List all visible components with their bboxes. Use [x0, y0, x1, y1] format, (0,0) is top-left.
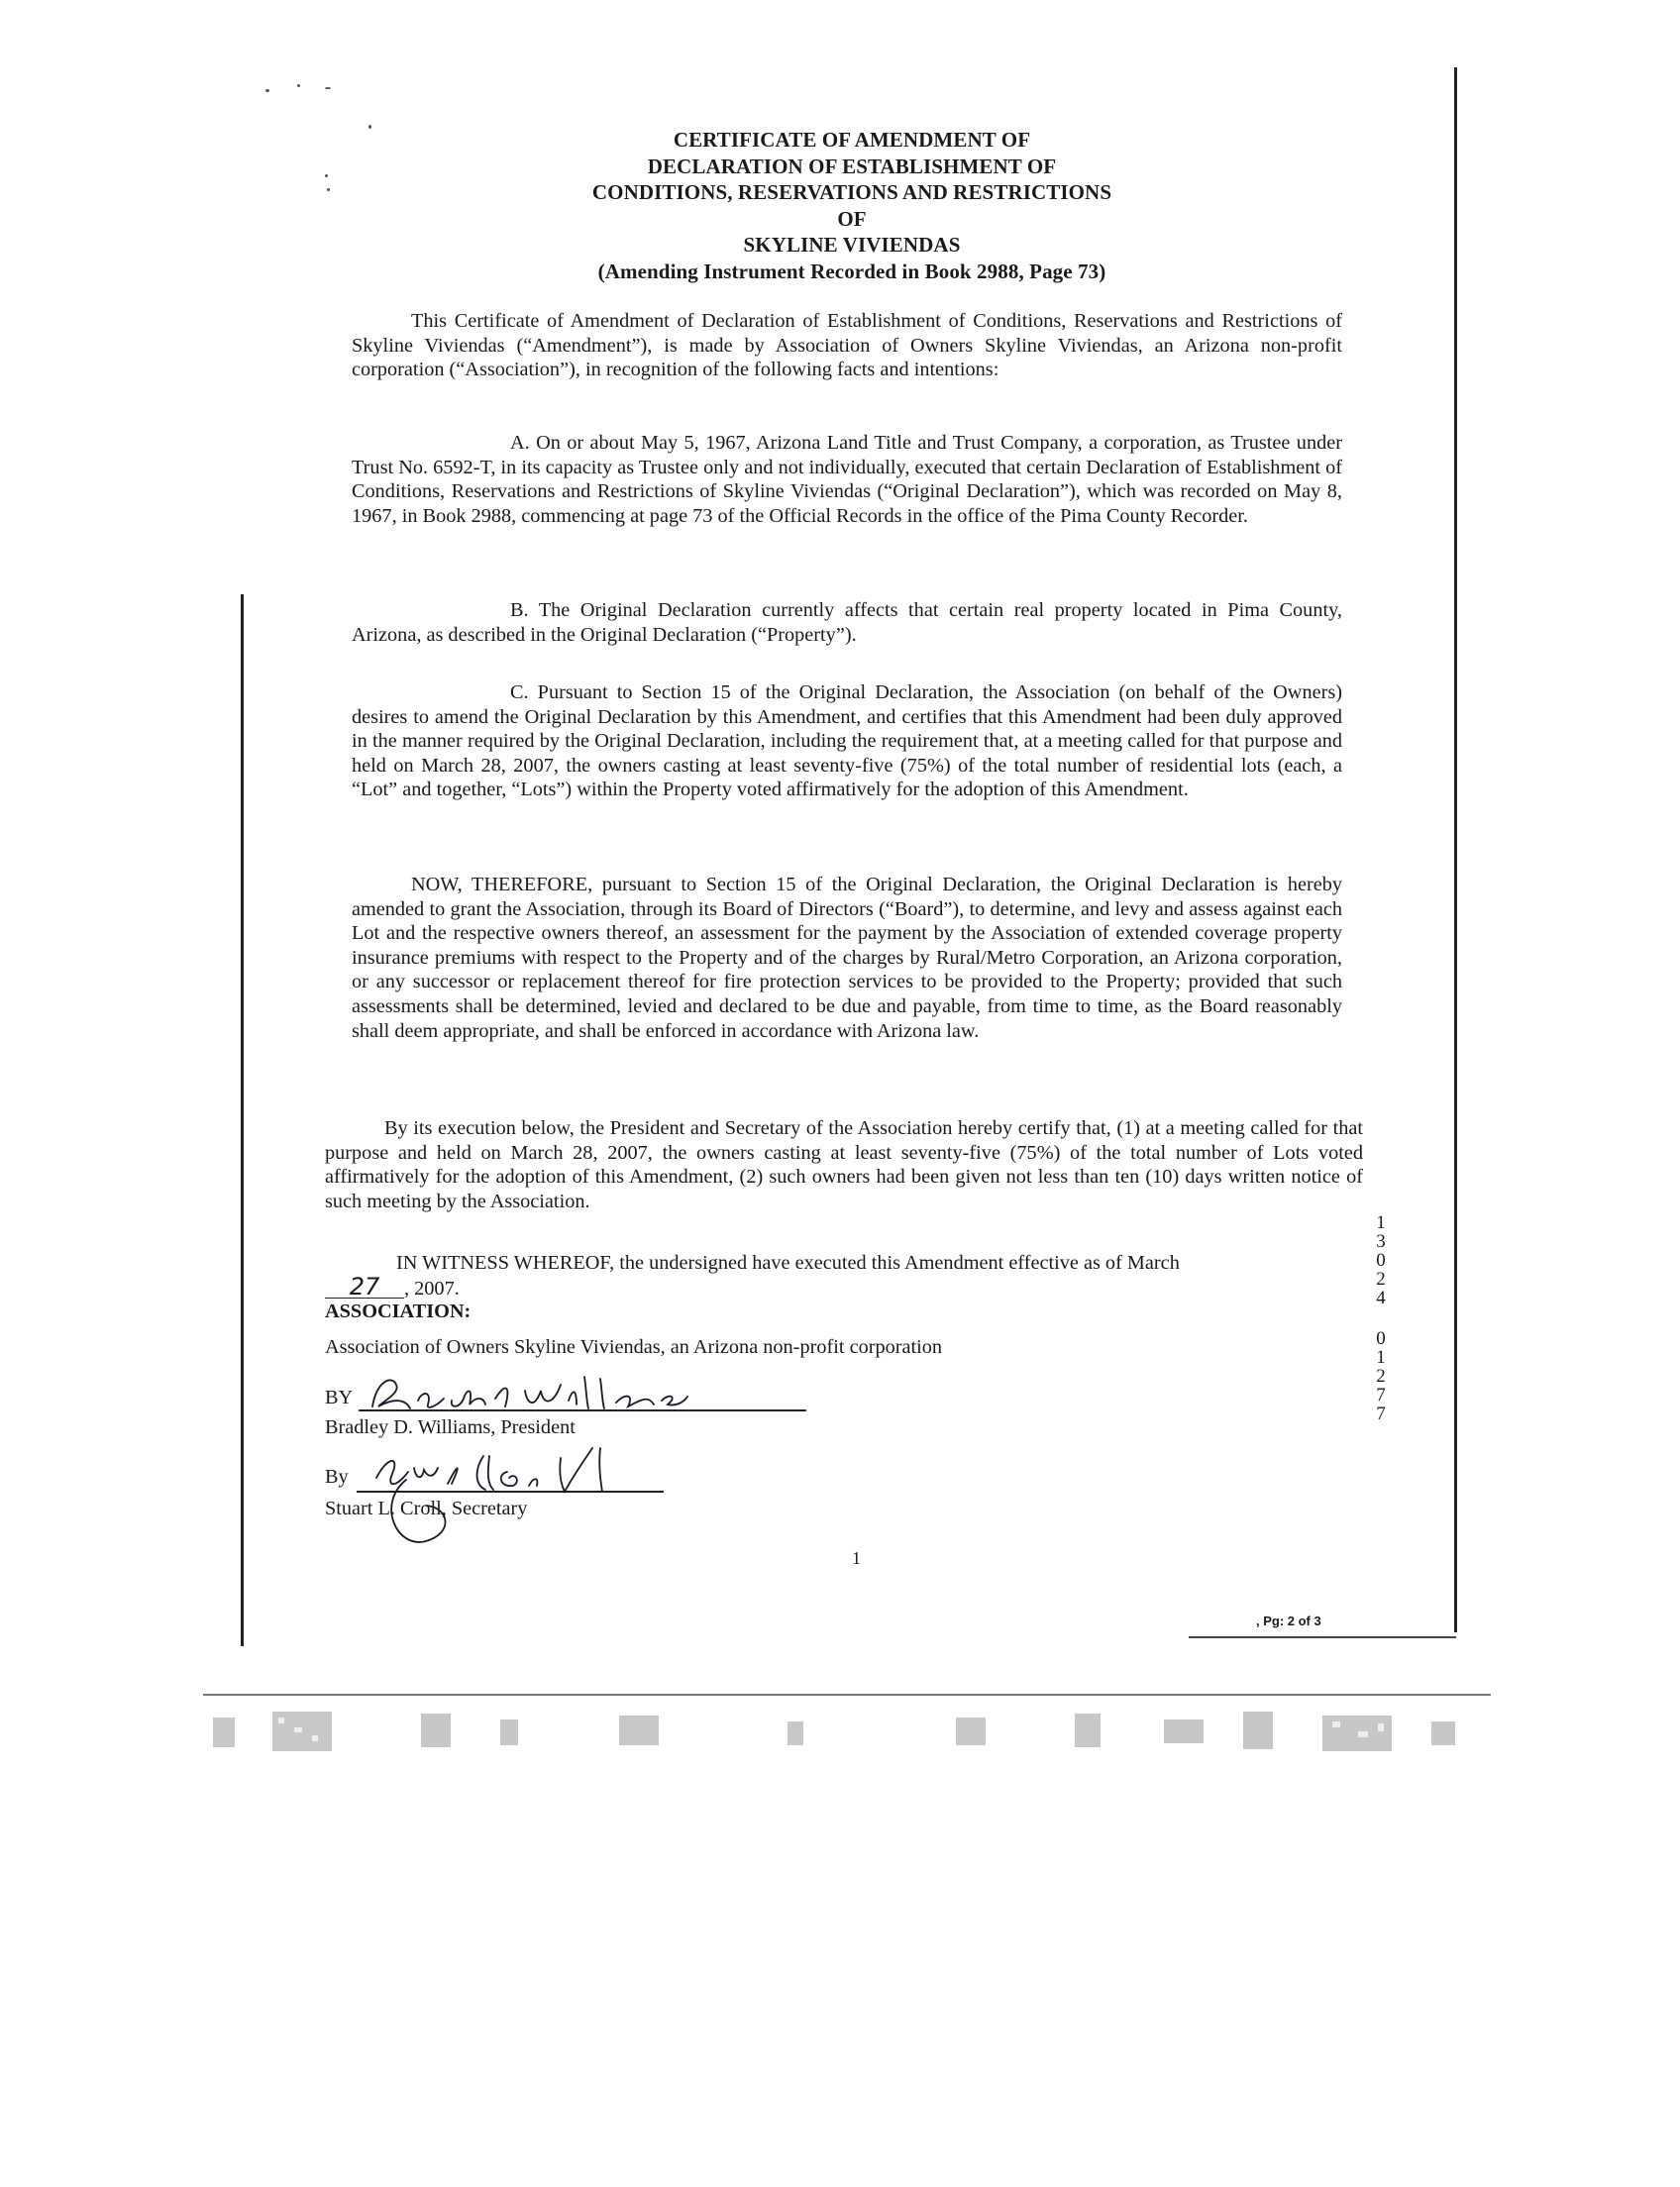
signature-williams [367, 1371, 693, 1418]
now-therefore-paragraph: NOW, THEREFORE, pursuant to Section 15 of the Original Declaration, the Original Declaration is hereby amended to grant the Association, through its Board of Directors (“Board”), to determine, and levy and assess against each Lot and the respective owners thereof, an assessment for the payment by the Association of extended coverage property insurance premiums with respect to the Property and of the charges by Rural/Metro Corporation, an Arizona corporation, or any successor or replacement thereof for fire protection services to be provided to the Property; provided that such assessments shall be determined, levied and declared to be due and payable, from time to time, as the Board reasonably shall deem appropriate, and shall be enforced in accordance with Arizona law. [352, 874, 1342, 1042]
signer-1-name: Bradley D. Williams, President [325, 1416, 576, 1438]
page-number-tag: , Pg: 2 of 3 [1256, 1614, 1321, 1628]
witness-year: , 2007. [404, 1278, 460, 1300]
signer-2-name: Stuart L. Croll, Secretary [325, 1498, 528, 1519]
scan-speck [297, 84, 300, 87]
handwritten-day: 27 [325, 1276, 404, 1299]
page-mark: 1 [852, 1548, 861, 1568]
title-line: DECLARATION OF ESTABLISHMENT OF [647, 154, 1057, 178]
title-line: CERTIFICATE OF AMENDMENT OF [673, 128, 1031, 152]
scan-speck [327, 188, 330, 191]
page-border-left [241, 594, 244, 1646]
margin-digit: 7 [1376, 1404, 1386, 1424]
title-line: SKYLINE VIVIENDAS [743, 233, 961, 257]
margin-digit: 0 [1376, 1250, 1386, 1271]
association-heading: ASSOCIATION: [325, 1301, 472, 1322]
association-name: Association of Owners Skyline Viviendas, an Arizona non-profit corporation [325, 1336, 943, 1358]
scan-speck [325, 174, 328, 177]
title-line: CONDITIONS, RESERVATIONS AND RESTRICTIONS [591, 180, 1112, 204]
title-line: (Amending Instrument Recorded in Book 2988, Page 73) [597, 259, 1106, 283]
recital-b-paragraph: B. The Original Declaration currently affects that certain real property located in Pima County, Arizona, as described in the Original Declaration (“Property”). [352, 599, 1342, 646]
recording-number-margin [1369, 1213, 1393, 1423]
certification-paragraph: By its execution below, the President and Secretary of the Association hereby certify that, (1) at a meeting called for that purpose and held on March 28, 2007, the owners casting at least seventy-five (75%) of the total number of Lots voted affirmatively for the adoption of this Amendment, (2) such owners had been given not less than ten (10) days written notice of such meeting by the Association. [325, 1117, 1363, 1212]
margin-digit: 4 [1376, 1288, 1386, 1308]
scan-speck [265, 89, 269, 92]
margin-digit: 3 [1376, 1231, 1386, 1252]
witness-date-line [325, 1273, 460, 1301]
by-label-2: By [325, 1466, 349, 1488]
margin-digit: 1 [1376, 1212, 1386, 1233]
intro-paragraph: This Certificate of Amendment of Declaration of Establishment of Conditions, Reservations and Restrictions of Skyline Viviendas (“Amendment”), is made by Association of Owners Skyline Viviendas, an Arizona non-profit corporation (“Association”), in recognition of the following facts and intentions: [352, 310, 1342, 381]
scan-speck [368, 125, 371, 129]
page-border-right [1454, 67, 1457, 1632]
margin-digit: 0 [1376, 1328, 1386, 1349]
margin-digit: 2 [1376, 1269, 1386, 1290]
title-line: OF [837, 206, 867, 231]
recital-a-paragraph: A. On or about May 5, 1967, Arizona Land Title and Trust Company, a corporation, as Trustee under Trust No. 6592-T, in its capacity as Trustee only and not individually, executed that certain Declaration of Establishment of Conditions, Reservations and Restrictions of Skyline Viviendas (“Original Declaration”), which was recorded on May 8, 1967, in Book 2988, commencing at page 73 of the Official Records in the office of the Pima County Recorder. [352, 432, 1342, 527]
page-footer-rule [1189, 1636, 1456, 1638]
scan-speck [325, 87, 331, 89]
recital-c-paragraph: C. Pursuant to Section 15 of the Original Declaration, the Association (on behalf of the Owners) desires to amend the Original Declaration by this Amendment, and certifies that this Amendment had been duly approved in the manner required by the Original Declaration, including the requirement that, at a meeting called for that purpose and held on March 28, 2007, the owners casting at least seventy-five (75%) of the total number of residential lots (each, a “Lot” and together, “Lots”) within the Property voted affirmatively for the adoption of this Amendment. [352, 681, 1342, 801]
margin-digit: 7 [1376, 1385, 1386, 1406]
margin-digit: 1 [1376, 1347, 1386, 1368]
margin-digit: 2 [1376, 1366, 1386, 1387]
witness-clause: IN WITNESS WHEREOF, the undersigned have executed this Amendment effective as of March [396, 1252, 1180, 1274]
scan-edge-rule [203, 1694, 1491, 1696]
scan-noise-band [203, 1706, 1491, 1763]
document-title [515, 127, 1189, 284]
by-label-1: BY [325, 1387, 354, 1408]
